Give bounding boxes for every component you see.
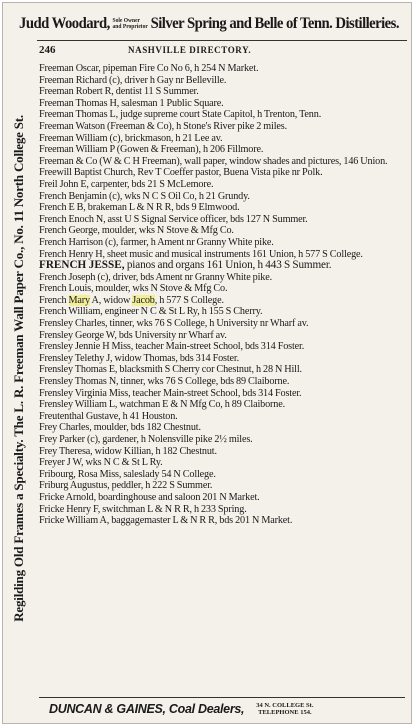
directory-entry: French Joseph (c), driver, bds Ament nr Granny White pike. [39,271,273,283]
directory-entry: French Benjamin (c), wks N C S Oil Co, h 21 Grundy. [39,190,250,202]
directory-entry: Freewill Baptist Church, Rev T Coeffer pastor, Buena Vista pike nr Polk. [39,167,323,179]
directory-entry: Freeman Thomas H, salesman 1 Public Square. [39,97,224,109]
directory-entry: Freeman Thomas L, judge supreme court State Capitol, h Trenton, Tenn. [39,109,322,121]
directory-entry: Frensley George W, bds University nr Wharf av. [39,329,227,341]
directory-entry: Freeman William P (Gowen & Freeman), h 206 Fillmore. [39,144,264,156]
header-ad-note-line1: Sole Owner [112,18,140,24]
header-rule [37,40,407,41]
directory-entry: Frey Theresa, widow Killian, h 182 Chestnut. [39,445,217,457]
directory-entry: Frensley Thomas N, tinner, wks 76 S College, bds 89 Claiborne. [39,376,290,388]
directory-entry: Fribourg, Rosa Miss, saleslady 54 N College. [39,468,216,480]
directory-entry: French William, engineer N C & St L Ry, h 155 S Cherry. [39,306,263,318]
directory-entry: French George, moulder, wks N Stove & Mfg Co. [39,225,234,237]
header-ad-tagline: Silver Spring and Belle of Tenn. Distilleries. [150,15,399,32]
directory-entry: French Henry H, sheet music and musical instruments 161 Union, h 577 S College. [39,248,363,260]
entry-text: French [39,294,69,306]
running-head: NASHVILLE DIRECTORY. [128,45,252,55]
page-number: 246 [39,44,56,56]
directory-entry: Frensley Telethy J, widow Thomas, bds 314 Foster. [39,352,239,364]
highlighted-word-mary: Mary [68,294,90,306]
directory-entry: Freeman William (c), brickmason, h 21 Lee av. [39,132,223,144]
featured-entry-detail: pianos and organs 161 Union, h 443 S Summer. [124,259,332,272]
directory-entry: Freutenthal Gustave, h 41 Houston. [39,410,178,422]
directory-entry: Frey Charles, moulder, bds 182 Chestnut. [39,422,201,434]
header-ad-note-line2: and Proprietor [112,24,148,30]
highlighted-word-jacob: Jacob [132,294,155,306]
directory-entry: Fricke William A, baggagemaster L & N R R, bds 201 N Market. [39,515,293,527]
footer-address-line1: 34 N. COLLEGE St. [256,701,314,709]
directory-entry-highlighted [39,295,405,307]
footer-address-line2: TELEPHONE 154. [258,708,312,716]
side-ad-text: Regilding Old Frames a Specialty. The L. R. Freeman Wall Paper Co., No. 11 North College St. [11,114,26,622]
directory-entry: Frensley Virginia Miss, teacher Main-street School, bds 314 Foster. [39,387,302,399]
header-advertisement [19,9,399,39]
directory-entry: Freyer J W, wks N C & St L Ry. [39,457,163,469]
directory-entry: Fricke Arnold, boardinghouse and saloon 201 N Market. [39,491,260,503]
entry-text: A, widow [89,294,133,306]
header-ad-note [113,18,148,30]
directory-entry: French E B, brakeman L & N R R, bds 9 Elmwood. [39,202,240,214]
directory-entry: Freeman Watson (Freeman & Co), h Stone's River pike 2 miles. [39,120,287,132]
footer-ad-text: DUNCAN & GAINES, Coal Dealers, [49,701,245,716]
directory-entries [39,63,405,527]
directory-entry: Freeman Robert R, dentist 11 S Summer. [39,86,199,98]
directory-entry: Frey Parker (c), gardener, h Nolensville pike 2½ miles. [39,434,253,445]
directory-page [2,2,412,724]
directory-entry: Frensley Charles, tinner, wks 76 S College, h University nr Wharf av. [39,318,309,330]
directory-entry: Frensley Thomas E, blacksmith S Cherry cor Chestnut, h 28 N Hill. [39,364,302,376]
footer-ad-address [256,702,313,716]
side-advertisement [7,37,31,699]
header-ad-name: Judd Woodard, [19,15,110,32]
entry-text: , h 577 S College. [154,294,224,306]
footer-advertisement [39,697,405,719]
directory-entry-featured [39,260,405,272]
directory-entry: Friburg Augustus, peddler, h 222 S Summer. [39,480,213,492]
directory-entry: Frensley Jennie H Miss, teacher Main-street School, bds 314 Foster. [39,341,305,353]
directory-entry: Freeman & Co (W & C H Freeman), wall paper, window shades and pictures, 146 Union. [39,155,388,167]
directory-entry: Freil John E, carpenter, bds 21 S McLemore. [39,178,214,190]
directory-entry: Frensley William L, watchman E & N Mfg Co, h 89 Claiborne. [39,399,286,411]
directory-entry: Freeman Oscar, pipeman Fire Co No 6, h 254 N Market. [39,63,259,74]
directory-entry: French Harrison (c), farmer, h Ament nr Granny White pike. [39,236,274,248]
directory-entry: French Louis, moulder, wks N Stove & Mfg Co. [39,283,228,295]
featured-entry-name: FRENCH JESSE, [39,259,125,272]
directory-entry: Fricke Henry F, switchman L & N R R, h 233 Spring. [39,503,247,515]
directory-entry: French Enoch N, asst U S Signal Service officer, bds 127 N Summer. [39,213,308,225]
directory-entry: Freeman Richard (c), driver h Gay nr Belleville. [39,74,227,86]
